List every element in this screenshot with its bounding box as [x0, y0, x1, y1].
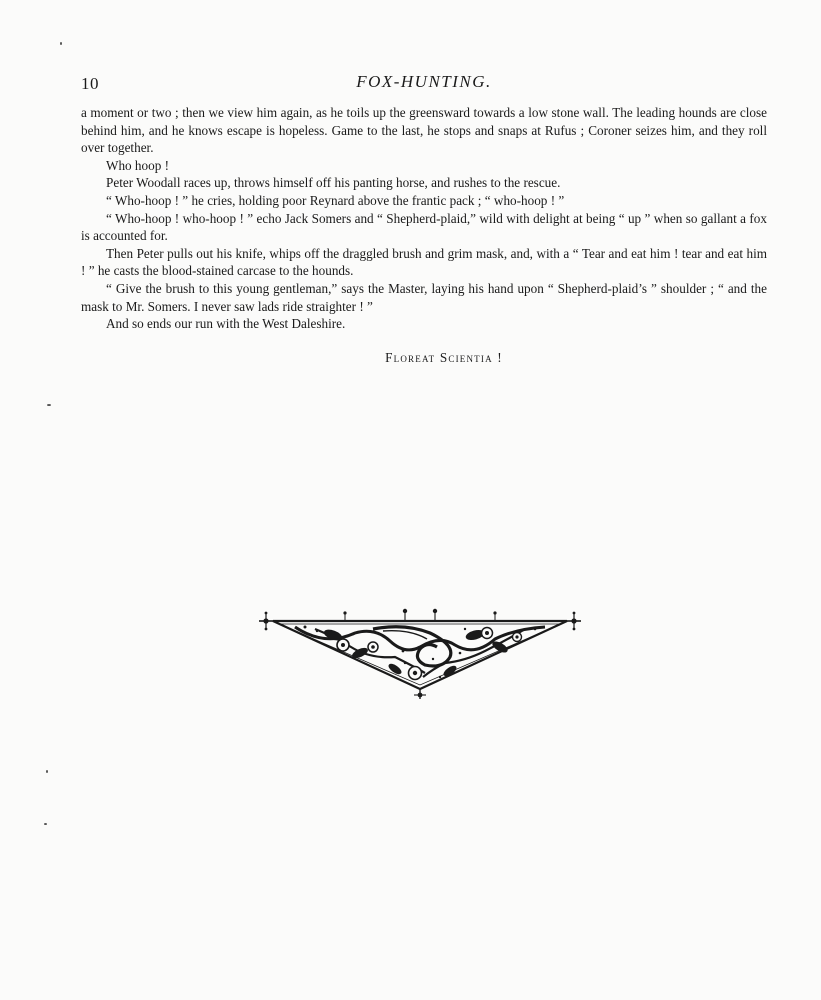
- page-number: 10: [81, 74, 99, 93]
- closing-motto: Floreat Scientia !: [385, 349, 503, 365]
- paragraph: Who hoop !: [106, 157, 169, 173]
- margin-speck: [44, 823, 47, 825]
- paragraph: Then Peter pulls out his knife, whips off the draggled brush and grim mask, and, with a “ Tear and eat him ! tear and eat him ! ” he casts the blood-stained carcase to the hounds.: [81, 245, 767, 279]
- paragraph: “ Who-hoop ! who-hoop ! ” echo Jack Somers and “ Shepherd-plaid,” wild with delight at being “ up ” when so gallant a fox is accounted for.: [81, 210, 767, 244]
- paragraph: a moment or two ; then we view him again, as he toils up the greensward towards a low stone wall. The leading hounds are close behind him, and he knows escape is hopeless. Game to the last, he stops and snaps at Rufus ; Coroner seizes him, and they roll over together.: [81, 105, 767, 156]
- paragraph: “ Give the brush to this young gentleman,” says the Master, laying his hand upon “ Shepherd-plaid’s ” shoulder ; “ and the mask to Mr. Somers. I never saw lads ride straighter ! ”: [81, 280, 767, 314]
- running-head: [81, 72, 767, 98]
- paragraph: And so ends our run with the West Daleshire.: [106, 316, 346, 332]
- floral-triangle-tailpiece-icon: [255, 607, 585, 702]
- margin-speck: [60, 42, 62, 45]
- body-text: [81, 104, 767, 366]
- paragraph: “ Who-hoop ! ” he cries, holding poor Reynard above the frantic pack ; “ who-hoop ! ”: [106, 192, 565, 208]
- running-title: FOX-HUNTING.: [356, 72, 492, 91]
- paragraph: Peter Woodall races up, throws himself off his panting horse, and rushes to the rescue.: [106, 175, 561, 191]
- margin-speck: [47, 404, 51, 406]
- margin-speck: [46, 770, 48, 773]
